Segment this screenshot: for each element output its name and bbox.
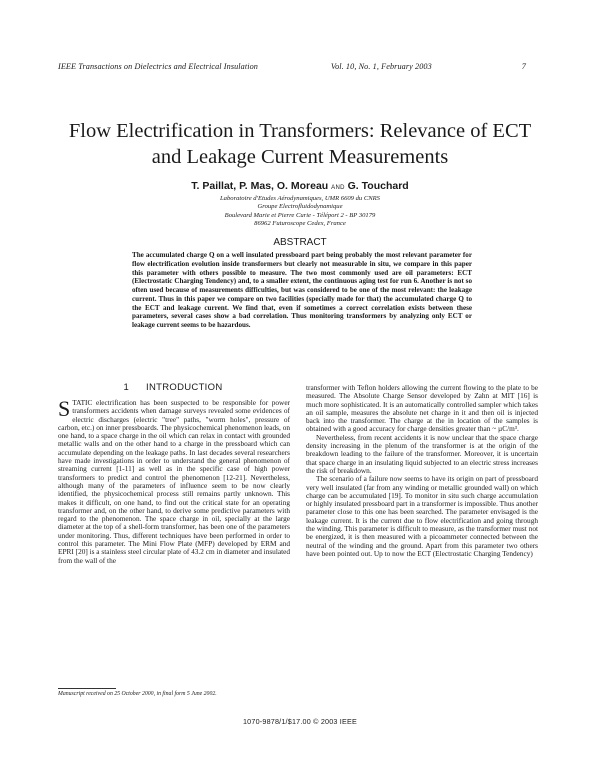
abstract-heading: ABSTRACT <box>273 237 327 248</box>
page-number: 7 <box>521 62 526 71</box>
right-column <box>306 384 538 558</box>
title-line-1: Flow Electrification in Transformers: Relevance of ECT <box>68 120 532 142</box>
author-last: G. Touchard <box>347 180 409 192</box>
footnote: Manuscript received on 25 October 2000, in final form 5 June 2002. <box>58 691 217 697</box>
volume-info: Vol. 10, No. 1, February 2003 <box>330 62 432 71</box>
running-head <box>58 62 526 71</box>
title-line-2: and Leakage Current Measurements <box>151 146 449 168</box>
affiliation-line: Groupe Electrofluidodynamique <box>257 203 343 211</box>
author-names: T. Paillat, P. Mas, O. Moreau <box>191 180 329 192</box>
copyright-line: 1070-9878/1/$17.00 © 2003 IEEE <box>242 717 357 726</box>
author-and: AND <box>331 185 345 191</box>
journal-name: IEEE Transactions on Dielectrics and Electrical Insulation <box>58 62 259 71</box>
affiliation-line: Laboratoire d'Etudes Aérodynamiques, UMR 6609 du CNRS <box>220 195 380 202</box>
right-paragraph-3: The scenario of a failure now seems to have its origin on part of pressboard very well insulated (far from any winding or metallic grounded wall) on which charge can be accumulated [19]. To monitor in situ such charge accumulation or highly insulated pressboard part in a transformer is impossible. Thus another parameter close to this one has been searched. The parameter envisaged is the leakage current. It is the current due to flow electrification and going through the winding. This parameter is difficult to measure, as the transformer must not be energized, it is then measured with a picoammeter connected between the neutral of the winding and the ground. Apart from this parameter two others have been pointed out. Up to now the ECT (Electrostatic Charging Tendency) <box>306 474 538 558</box>
paper-title <box>40 118 560 170</box>
affiliation-line: 86962 Futuroscope Cedex, France <box>254 220 346 228</box>
section-number: 1 <box>123 382 130 393</box>
left-column <box>58 396 291 565</box>
intro-paragraph-text: TATIC electrification has been suspected to be responsible for power transformers accidents when damage surveys revealed some evidences of electric discharges (electric "tree" paths, "worm holes", pressure of carbon, etc.) on inner pressboards. The physicochemical phenomenon leads, on one hand, to a space charge in the oil which can relax in contact with grounded metallic walls and on the other hand to a charge in the pressboard which can accumulate depending on the leakage paths. In last decades several researchers have made investigations in order to understand the general phenomenon of streaming current [1-11] as well as in the specific case of high power transformers to predict and control the phenomenon [12-21]. Nevertheless, although many of the parameters of influence seem to be now clearly identified, the physicochemical process still remains partly unknown. This makes it difficult, on one hand, to find out the critical state for an operating transformer and, on the other hand, to derive some predictive parameters with regard to the phenomenon. The space charge in oil, specially at the large diameter at the top of a shell-form transformer, has been one of the parameters under monitoring. Thus, different techniques have been performed in order to control this parameter. The Mini Flow Plate (MFP) developed by ERM and EPRI [20] is a stainless steel circular plate of 43.2 cm in diameter and insulated from the wall of the <box>58 398 291 565</box>
affiliation <box>0 195 600 229</box>
section-title: INTRODUCTION <box>146 382 223 393</box>
drop-cap: S <box>58 396 71 421</box>
section-heading <box>58 382 288 393</box>
right-paragraph-2: Nevertheless, from recent accidents it is now unclear that the space charge density increasing in the plenum of the transformer is at the origin of the breakdown leading to the failure of the transformer. Moreover, it is uncertain that space charge in an insulating liquid subjected to an electric stress increases the risk of breakdown. <box>306 432 538 475</box>
affiliation-line: Boulevard Marie et Pierre Curie - Téléport 2 - BP 30179 <box>224 211 376 219</box>
right-paragraph-1: transformer with Teflon holders allowing the current flowing to the plate to be measured. The Absolute Charge Sensor developed by Zahn at MIT [16] is much more sophisticated. It is an automatically controlled sampler which takes an oil sample, measures the absolute net charge in it and then oil is injected back into the transformer. The charge at the in location of the samples is obtained with a good accuracy for charge densities greater than ~ µC/m³. <box>306 383 538 434</box>
intro-paragraph <box>58 396 291 565</box>
author-list <box>0 180 600 192</box>
footnote-rule <box>58 688 116 689</box>
abstract-text: The accumulated charge Q on a well insulated pressboard part being probably the most relevant parameter for flow electrification evolution inside transformers but clearly not measurable in situ, we compare in this paper this parameter with others possible to measure. The two most commonly used are oil parameters: ECT (Electrostatic Charging Tendency) and, to a smaller extent, the continuous aging test for run 6. Another is not so often used because of measurements difficulties, but was considered to be one of the most relevant: the leakage current. Thus in this paper we compare on two facilities (specially made for that) the accumulated charge Q to the ECT and leakage current. We find that, even if sometimes a correct correlation exists between these parameters, several cases show a bad correlation. Thus monitoring transformers by analyzing only ECT or leakage current seems to be hazardous. <box>132 251 472 329</box>
